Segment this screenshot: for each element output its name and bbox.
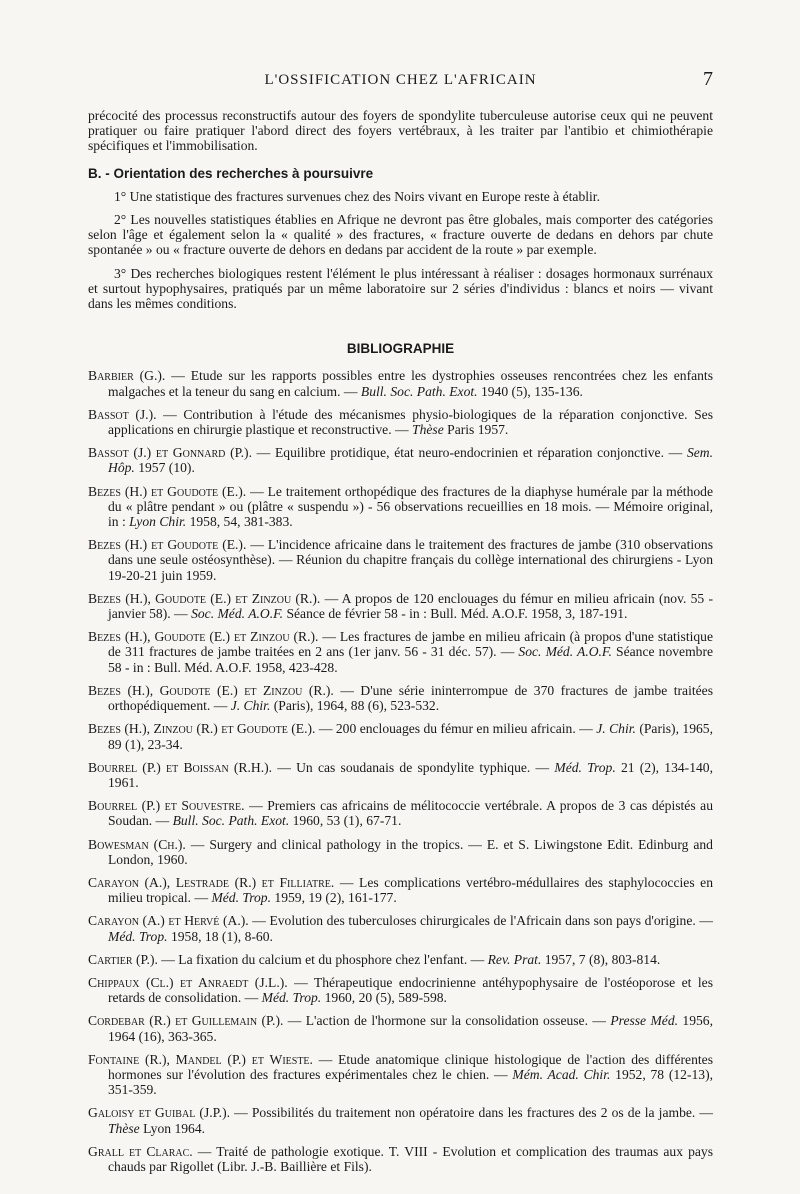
section-heading: B. - Orientation des recherches à poursuivre [88,165,374,181]
entry-authors: Grall et Clarac. [88,1143,193,1159]
entry-authors: Bezes (H.) et Goudote (E.). [88,483,247,499]
entry-source: J. Chir. [596,721,636,737]
entry-source: Soc. Méd. A.O.F. [518,644,612,660]
bibliography-entry [88,1105,713,1135]
bibliography-entry [88,407,713,437]
entry-source: Rev. Prat. [487,951,542,967]
entry-authors: Carayon (A.) et Hervé (A.). [88,913,249,929]
entry-reference: (Paris), 1964, 88 (6), 523-532. [270,698,440,714]
entry-source: Sem. Hôp. [108,445,713,476]
bibliography-entry [88,798,713,828]
entry-title: — Le traitement orthopédique des fractures de la diaphyse humérale par la méthode du « plâtre pendant » ou (plâtre « suspendu ») - 56 observations recueillies en 18 mois. — Mémoire original, in : [108,483,713,530]
entry-reference: Séance novembre 58 - in : Bull. Méd. A.O.F. 1958, 423-428. [108,644,713,675]
entry-reference: 1958, 18 (1), 8-60. [167,928,273,944]
entry-source: Lyon Chir. [129,514,187,530]
entry-authors: Bezes (H.), Goudote (E.) et Zinzou (R.). [88,682,334,698]
entry-title: — Contribution à l'étude des mécanismes physio-biologiques de la réparation conjonctive. Ses applications en chirurgie plastique et reconstructive. — [108,406,714,438]
entry-title: — Premiers cas africains de mélitococcie vertébrale. A propos de 3 cas dépistés au Soudan. — [108,798,713,829]
entry-authors: Carayon (A.), Lestrade (R.) et Filliatre. [88,874,335,890]
entry-reference: 1957, 7 (8), 803-814. [541,951,661,967]
entry-title: — L'incidence africaine dans le traitement des fractures de jambe (310 observations dans une seule ostéosynthèse). — Réunion du chapitre français du collège international des chirurgiens - Lyon 19-20-21 juin 1959. [108,537,714,583]
page-content [88,108,713,1182]
entry-reference: 1952, 78 (12-13), 351-359. [108,1066,713,1098]
page-header [88,68,713,94]
entry-authors: Bowesman (Ch.). [88,836,186,852]
entry-source: Méd. Trop. [261,990,322,1006]
entry-title: — Les fractures de jambe en milieu africain (à propos d'une statistique de 311 fractures de jambe traitées en 2 ans (1er janv. 56 - 31 déc. 57). — [108,629,714,660]
entry-title: — Possibilités du traitement non opératoire dans les fractures des 2 os de la jambe. — [230,1105,714,1121]
bibliography-entry [88,952,713,967]
entry-source: Presse Méd. [610,1013,679,1029]
intro-paragraph: précocité des processus reconstructifs autour des foyers de spondylite tuberculeuse autorise ceux qui ne peuvent pratiquer ou faire pratiquer l'abord direct des foyers vertébraux, à les traiter par l'antibio et chimiothérapie spécifiques et l'immobilisation. [88,108,713,154]
entry-title: — Etude anatomique clinique histologique de l'action des différentes hormones sur l'évolution des fractures expérimentales chez le chien. — [108,1051,713,1082]
entry-authors: Bassot (J.). [88,406,157,422]
entry-source: Bull. Soc. Path. Exot. [172,813,290,829]
entry-title: — Thérapeutique endocrinienne antéhypophysaire de l'ostéoporose et les retards de consolidation. — [108,974,713,1006]
entry-title: — 200 enclouages du fémur en milieu africain. — [315,721,597,737]
bibliography-entry [88,721,713,751]
entry-reference: 1960, 20 (5), 589-598. [321,990,447,1006]
entry-title: — Traité de pathologie exotique. T. VIII - Evolution et complication des traumas aux pays chauds par Rigollet (Libr. J.-B. Baillière et Fils). [108,1143,714,1174]
entry-title: — Etude sur les rapports possibles entre les dystrophies osseuses rencontrées chez les enfants malgaches et la teneur du sang en calcium. — [108,368,713,399]
entry-source: Méd. Trop. [211,890,271,906]
paragraph-1: 1° Une statistique des fractures survenues chez des Noirs vivant en Europe reste à établir. [114,188,600,204]
bibliography-entry [88,537,713,583]
entry-authors: Bourrel (P.) et Boissan (R.H.). [88,759,273,775]
page-number: 7 [703,68,713,90]
entry-source: Thèse [412,422,444,438]
entry-source: Méd. Trop. [108,928,168,944]
bibliography-entry [88,1052,713,1098]
entry-authors: Cordebar (R.) et Guillemain (P.). [88,1013,284,1029]
entry-title: — Evolution des tuberculoses chirurgicales de l'Africain dans son pays d'origine. — [248,913,713,929]
entry-authors: Bezes (H.), Zinzou (R.) et Goudote (E.). [88,721,316,737]
entry-reference: 1960, 53 (1), 67-71. [289,813,402,829]
entry-authors: Cartier (P.). [88,951,158,967]
entry-reference: 1940 (5), 135-136. [477,383,583,399]
bibliography-entry [88,875,713,905]
entry-title: — A propos de 120 enclouages du fémur en milieu africain (nov. 55 - janvier 58). — [108,590,713,622]
entry-authors: Bezes (H.), Goudote (E.) et Zinzou (R.). [88,590,321,606]
entry-source: Méd. Trop. [554,759,616,775]
entry-title: — D'une série ininterrompue de 370 fractures de jambe traitées orthopédiquement. — [108,682,714,714]
entry-title: — Equilibre protidique, état neuro-endocrinien et réparation conjonctive. — [251,445,687,461]
bibliography-entry [88,913,713,943]
entry-title: — Les complications vertébro-médullaires des staphylococcies en milieu tropical. — [108,874,714,906]
entry-authors: Bassot (J.) et Gonnard (P.). [88,445,252,461]
entry-source: Mém. Acad. Chir. [512,1066,611,1082]
entry-reference: (Paris), 1965, 89 (1), 23-34. [108,721,713,752]
entry-authors: Bezes (H.) et Goudote (E.). [88,537,247,553]
bibliography-entry [88,1144,713,1174]
entry-reference: 1957 (10). [134,460,195,476]
entry-source: J. Chir. [230,698,271,714]
bibliography-entry [88,591,713,621]
entry-authors: Barbier (G.). [88,368,166,384]
bibliography-entry [88,837,713,867]
entry-authors: Galoisy et Guibal (J.P.). [88,1105,231,1121]
bibliography-entry [88,683,713,713]
entry-reference: Séance de février 58 - in : Bull. Méd. A.O.F. 1958, 3, 187-191. [283,606,628,622]
entry-reference: 1959, 19 (2), 161-177. [271,890,397,906]
entry-source: Thèse [108,1120,140,1136]
entry-authors: Bezes (H.), Goudote (E.) et Zinzou (R.). [88,629,319,645]
entry-reference: 1956, 1964 (16), 363-365. [108,1013,713,1044]
running-title: L'OSSIFICATION CHEZ L'AFRICAIN [264,72,537,88]
entry-title: — Un cas soudanais de spondylite typhique. — [272,759,555,775]
entry-source: Soc. Méd. A.O.F. [191,606,284,622]
bibliography-entry [88,484,713,530]
entry-source: Bull. Soc. Path. Exot. [360,383,478,399]
entry-title: — La fixation du calcium et du phosphore chez l'enfant. — [157,951,488,967]
entry-reference: 21 (2), 134-140, 1961. [108,759,714,790]
paragraph-3: 3° Des recherches biologiques restent l'élément le plus intéressant à réaliser : dosages hormonaux surrénaux et surtout hypophysaires, pratiqués par un même laboratoire sur 2 séries d'individus : blancs et noirs — vivant dans les mêmes conditions. [88,265,713,312]
bibliography-heading: BIBLIOGRAPHIE [346,341,455,357]
bibliography-entry [88,975,713,1005]
paragraph-2: 2° Les nouvelles statistiques établies en Afrique ne devront pas être globales, mais comporter des catégories selon l'âge et également selon la « qualité » des fractures, « fracture ouverte de dedans en dehors par chute spontanée » ou « fracture ouverte de dehors en dedans par accident de la route » par exemple. [88,212,713,258]
entry-reference: 1958, 54, 381-383. [186,514,293,530]
entry-title: — L'action de l'hormone sur la consolidation osseuse. — [283,1013,611,1029]
bibliography-list [88,368,713,1174]
entry-title: — Surgery and clinical pathology in the tropics. — E. et S. Liwingstone Edit. Edinburg and London, 1960. [108,836,713,867]
bibliography-entry [88,629,713,675]
bibliography-entry [88,1013,713,1043]
entry-authors: Fontaine (R.), Mandel (P.) et Wieste. [88,1051,313,1067]
bibliography-entry [88,445,713,475]
bibliography-entry [88,368,713,398]
entry-authors: Bourrel (P.) et Souvestre. [88,798,245,814]
entry-authors: Chippaux (Cl.) et Anraedt (J.L.). [88,974,288,990]
bibliography-entry [88,760,713,790]
entry-reference: Paris 1957. [443,422,509,438]
entry-reference: Lyon 1964. [139,1120,206,1136]
